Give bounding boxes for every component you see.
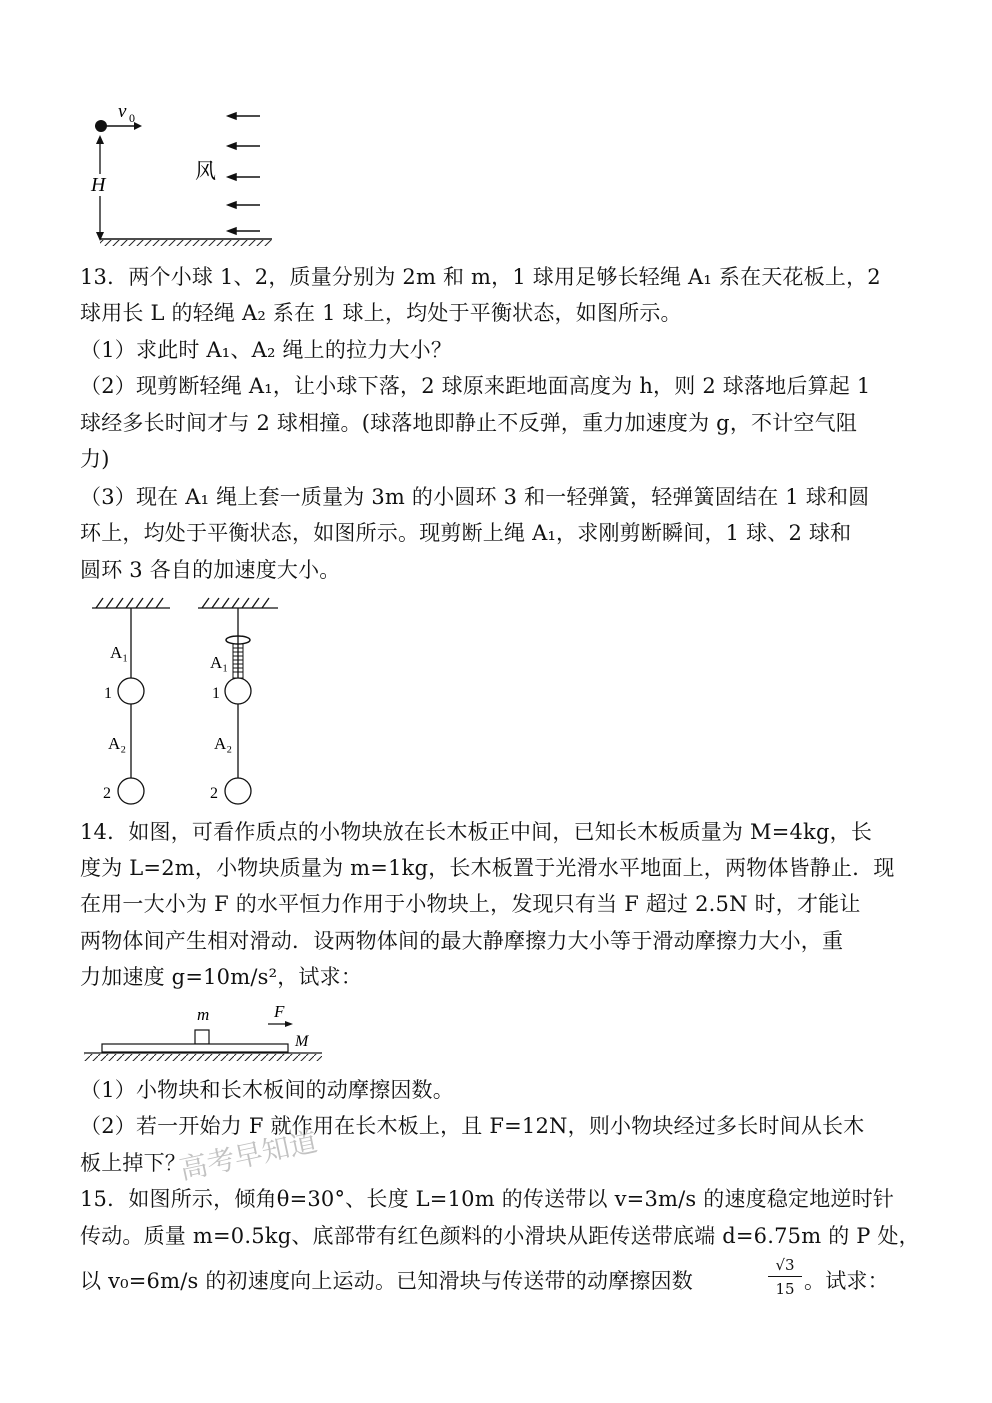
q14-part2-line2: 板上掉下？	[80, 1151, 186, 1175]
fraction-denominator: 15	[775, 1280, 795, 1298]
q15-line3-end: 。试求：	[804, 1269, 889, 1293]
hanging-balls-figure	[88, 592, 293, 812]
svg-text:1: 1	[104, 685, 112, 702]
q15-line3: 以 v₀=6m/s 的初速度向上运动。已知滑块与传送带的动摩擦因数	[80, 1269, 693, 1293]
ball-2-right	[225, 778, 251, 804]
q13-line2: 球用长 L 的轻绳 A₂ 系在 1 球上，均处于平衡状态，如图所示。	[80, 301, 682, 325]
q13-part3-line2: 环上，均处于平衡状态，如图所示。现剪断上绳 A₁，求刚剪断瞬间，1 球、2 球和	[80, 521, 852, 545]
q14-line4: 两物体间产生相对滑动．设两物体间的最大静摩擦力大小等于滑动摩擦力大小，重	[80, 929, 844, 953]
q13-part1: （1）求此时 A₁、A₂ 绳上的拉力大小？	[80, 338, 453, 362]
svg-text:m: m	[197, 1005, 210, 1024]
q13-part2-line2: 球经多长时间才与 2 球相撞。(球落地即静止不反弹，重力加速度为 g，不计空气阻	[80, 411, 858, 435]
ball-1-right	[225, 678, 251, 704]
q13-part2-line3: 力)	[80, 447, 110, 471]
q15-line2: 传动。质量 m=0.5kg、底部带有红色颜料的小滑块从距传送带底端 d=6.75m 的 P 处，	[80, 1224, 920, 1248]
watermark: 高考早知道	[176, 1124, 321, 1187]
svg-text:F: F	[274, 1002, 285, 1021]
q14-line2: 度为 L=2m，小物块质量为 m=1kg，长木板置于光滑水平地面上，两物体皆静止．现	[80, 856, 895, 880]
q13-part3-line3: 圆环 3 各自的加速度大小。	[80, 558, 341, 582]
wind-projectile-figure	[80, 95, 280, 250]
v0-label: v	[118, 101, 127, 122]
svg-text:M: M	[295, 1033, 309, 1050]
h-label: H	[91, 174, 106, 196]
ball-1-left	[118, 678, 144, 704]
svg-text:A₁: A₁	[110, 643, 129, 662]
ball	[95, 120, 107, 132]
svg-text:2: 2	[103, 785, 111, 802]
wind-label: 风	[195, 159, 216, 183]
q14-part1: （1）小物块和长木板间的动摩擦因数。	[80, 1078, 454, 1102]
q13-part2-line1: （2）现剪断轻绳 A₁，让小球下落，2 球原来距地面高度为 h，则 2 球落地后算起 1	[80, 374, 871, 398]
q14-part2-line1: （2）若一开始力 F 就作用在长木板上，且 F=12N，则小物块经过多长时间从长木	[80, 1114, 865, 1138]
q14-line3: 在用一大小为 F 的水平恒力作用于小物块上，发现只有当 F 超过 2.5N 时，才能让	[80, 892, 861, 916]
fraction-numerator: √3	[768, 1256, 802, 1277]
long-plank	[102, 1044, 288, 1052]
ball-2-left	[118, 778, 144, 804]
ceiling-right	[198, 598, 278, 608]
friction-fraction	[768, 1256, 802, 1298]
q13-line1: 13．两个小球 1、2，质量分别为 2m 和 m，1 球用足够长轻绳 A₁ 系在天花板上，2	[80, 265, 881, 289]
svg-text:0: 0	[129, 111, 135, 125]
small-block	[195, 1030, 209, 1044]
q14-line5: 力加速度 g=10m/s²，试求：	[80, 965, 363, 989]
ceiling-left	[92, 598, 170, 608]
q15-line1: 15．如图所示，倾角θ=30°、长度 L=10m 的传送带以 v=3m/s 的速度稳定地逆时针	[80, 1187, 895, 1211]
wind-arrows	[228, 113, 260, 234]
svg-text:A₁: A₁	[210, 653, 229, 672]
svg-text:A₂: A₂	[108, 734, 127, 753]
svg-text:A₂: A₂	[214, 734, 233, 753]
block-plank-figure	[82, 1000, 327, 1068]
q13-part3-line1: （3）现在 A₁ 绳上套一质量为 3m 的小圆环 3 和一轻弹簧，轻弹簧固结在 1 球和圆	[80, 485, 870, 509]
svg-text:2: 2	[210, 785, 218, 802]
svg-text:1: 1	[212, 685, 220, 702]
q14-line1: 14．如图，可看作质点的小物块放在长木板正中间，已知长木板质量为 M=4kg，长	[80, 820, 873, 844]
